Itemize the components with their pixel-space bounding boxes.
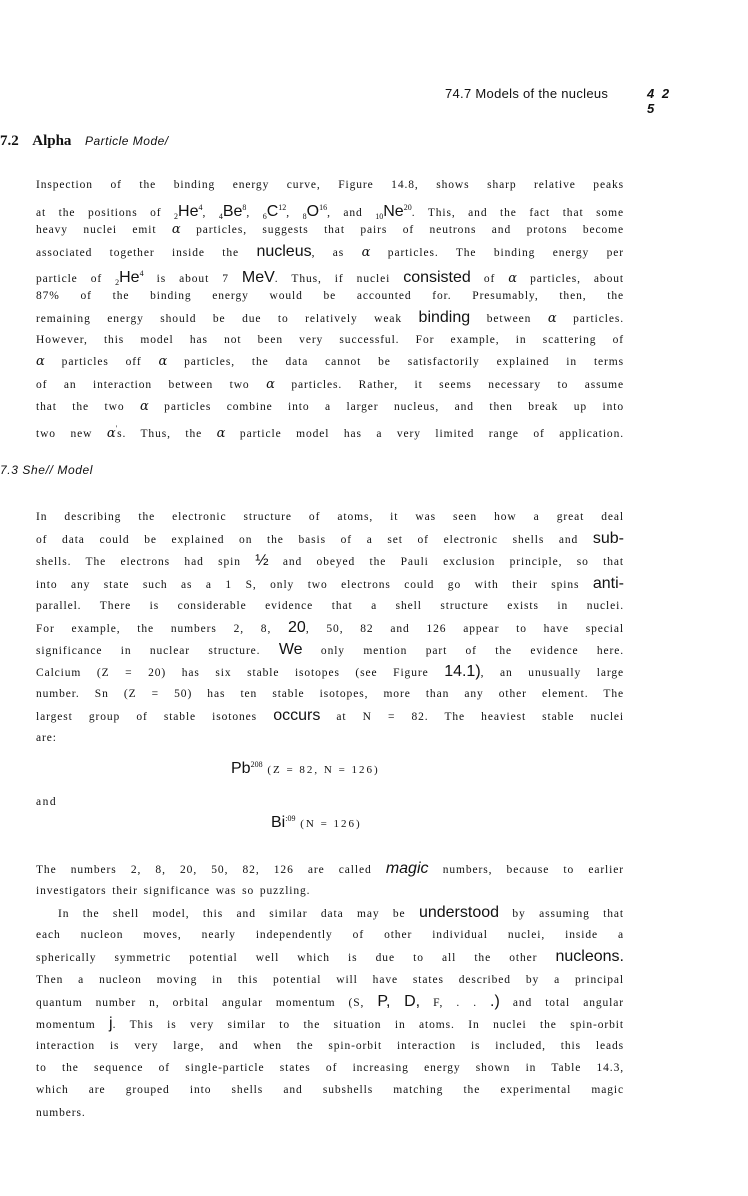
paragraph-line: Inspection of the binding energy curve, Figure 14.8, shows sharp relative peaks: [36, 179, 624, 191]
paragraph-line: heavy nuclei emit α particles, suggests that pairs of neutrons and protons become: [36, 222, 624, 237]
paragraph-line: to the sequence of single-particle states of increasing energy shown in Table 14.3,: [36, 1062, 624, 1074]
paragraph-line: into any state such as a 1 S, only two electrons could go with their spins anti-: [36, 575, 624, 592]
equation-pb208: Pb$^{208}$ (Z = 82, N = 126): [231, 760, 380, 777]
paragraph-line: The numbers 2, 8, 20, 50, 82, 126 are called magic numbers, because to earlier: [36, 860, 624, 877]
paragraph-line: Then a nucleon moving in this potential will have states described by a principal: [36, 974, 624, 986]
paragraph-line: of data could be explained on the basis of a set of electronic shells and sub-: [36, 530, 624, 547]
paragraph-line: spherically symmetric potential well which is due to all the other nucleons.: [36, 948, 624, 965]
paragraph-line: quantum number n, orbital angular momentum (S, P, D, F, . . .) and total angular: [36, 993, 624, 1010]
page-number: 4 2 5: [647, 86, 672, 116]
paragraph-line: remaining energy should be due to relatively weak binding between α particles.: [36, 309, 624, 326]
paragraph-line: momentum j. This is very similar to the situation in atoms. In nuclei the spin-orbit: [36, 1015, 624, 1032]
equation-bi209: $Bi^{:09}$ (N = 126): [271, 814, 362, 831]
paragraph-line: particle of $_2He^4$ is about 7 MeV. Thus, if nuclei consisted of α particles, about: [36, 269, 624, 287]
paragraph-line: each nucleon moves, nearly independently of other individual nuclei, inside a: [36, 929, 624, 941]
paragraph-line: that the two α particles combine into a larger nucleus, and then break up into: [36, 399, 624, 414]
paragraph-line: interaction is very large, and when the spin-orbit interaction is included, this leads: [36, 1040, 624, 1052]
section-heading-shell-model: 7.3 She// Model: [0, 463, 94, 477]
paragraph-line: α particles off α particles, the data cannot be satisfactorily explained in terms: [36, 354, 625, 369]
paragraph-line: associated together inside the nucleus, as α particles. The binding energy per: [36, 243, 624, 260]
paragraph-line: investigators their significance was so puzzling.: [36, 885, 311, 897]
section-title-word2: Particle Mode/: [84, 134, 169, 148]
paragraph-line: of an interaction between two α particles. Rather, it seems necessary to assume: [36, 377, 625, 392]
paragraph-line: 87% of the binding energy would be accounted for. Presumably, then, the: [36, 290, 624, 302]
section-number: 7.2: [0, 133, 19, 149]
paragraph-line: largest group of stable isotones occurs at N = 82. The heaviest stable nuclei: [36, 707, 625, 724]
paragraph-line: However, this model has not been very successful. For example, in scattering of: [36, 334, 624, 346]
paragraph-line: parallel. There is considerable evidence that a shell structure exists in nuclei.: [36, 600, 624, 612]
and-word: and: [36, 796, 58, 808]
paragraph-line: Calcium (Z = 20) has six stable isotopes (see Figure 14.1), an unusually large: [36, 663, 624, 680]
paragraph-line: shells. The electrons had spin ½ and obeyed the Pauli exclusion principle, so that: [36, 552, 624, 569]
paragraph-line: at the positions of $_2He^4$, $_4Be^8$, $_6C^{12}$, $_8O^{16}$, and $_{10}Ne^{20}$. This, and the fact that some: [36, 203, 624, 221]
paragraph-line: For example, the numbers 2, 8, 20, 50, 82 and 126 appear to have special: [36, 619, 624, 636]
paragraph-line: In describing the electronic structure of atoms, it was seen how a great deal: [36, 511, 624, 523]
paragraph-line: significance in nuclear structure. We only mention part of the evidence here.: [36, 641, 624, 658]
running-header: [445, 86, 685, 116]
section-title-word1: Alpha: [32, 133, 72, 149]
paragraph-line: numbers.: [36, 1107, 86, 1119]
paragraph-line: number. Sn (Z = 50) has ten stable isotopes, more than any other element. The: [36, 688, 624, 700]
paragraph-line: In the shell model, this and similar data may be understood by assuming that: [58, 904, 624, 921]
running-title: 74.7 Models of the nucleus: [445, 86, 609, 101]
paragraph-line: which are grouped into shells and subshells matching the experimental magic: [36, 1084, 624, 1096]
section-heading-alpha-model: [0, 133, 169, 150]
paragraph-line: are:: [36, 732, 57, 744]
paragraph-line: two new α's. Thus, the α particle model has a very limited range of application.: [36, 424, 625, 441]
